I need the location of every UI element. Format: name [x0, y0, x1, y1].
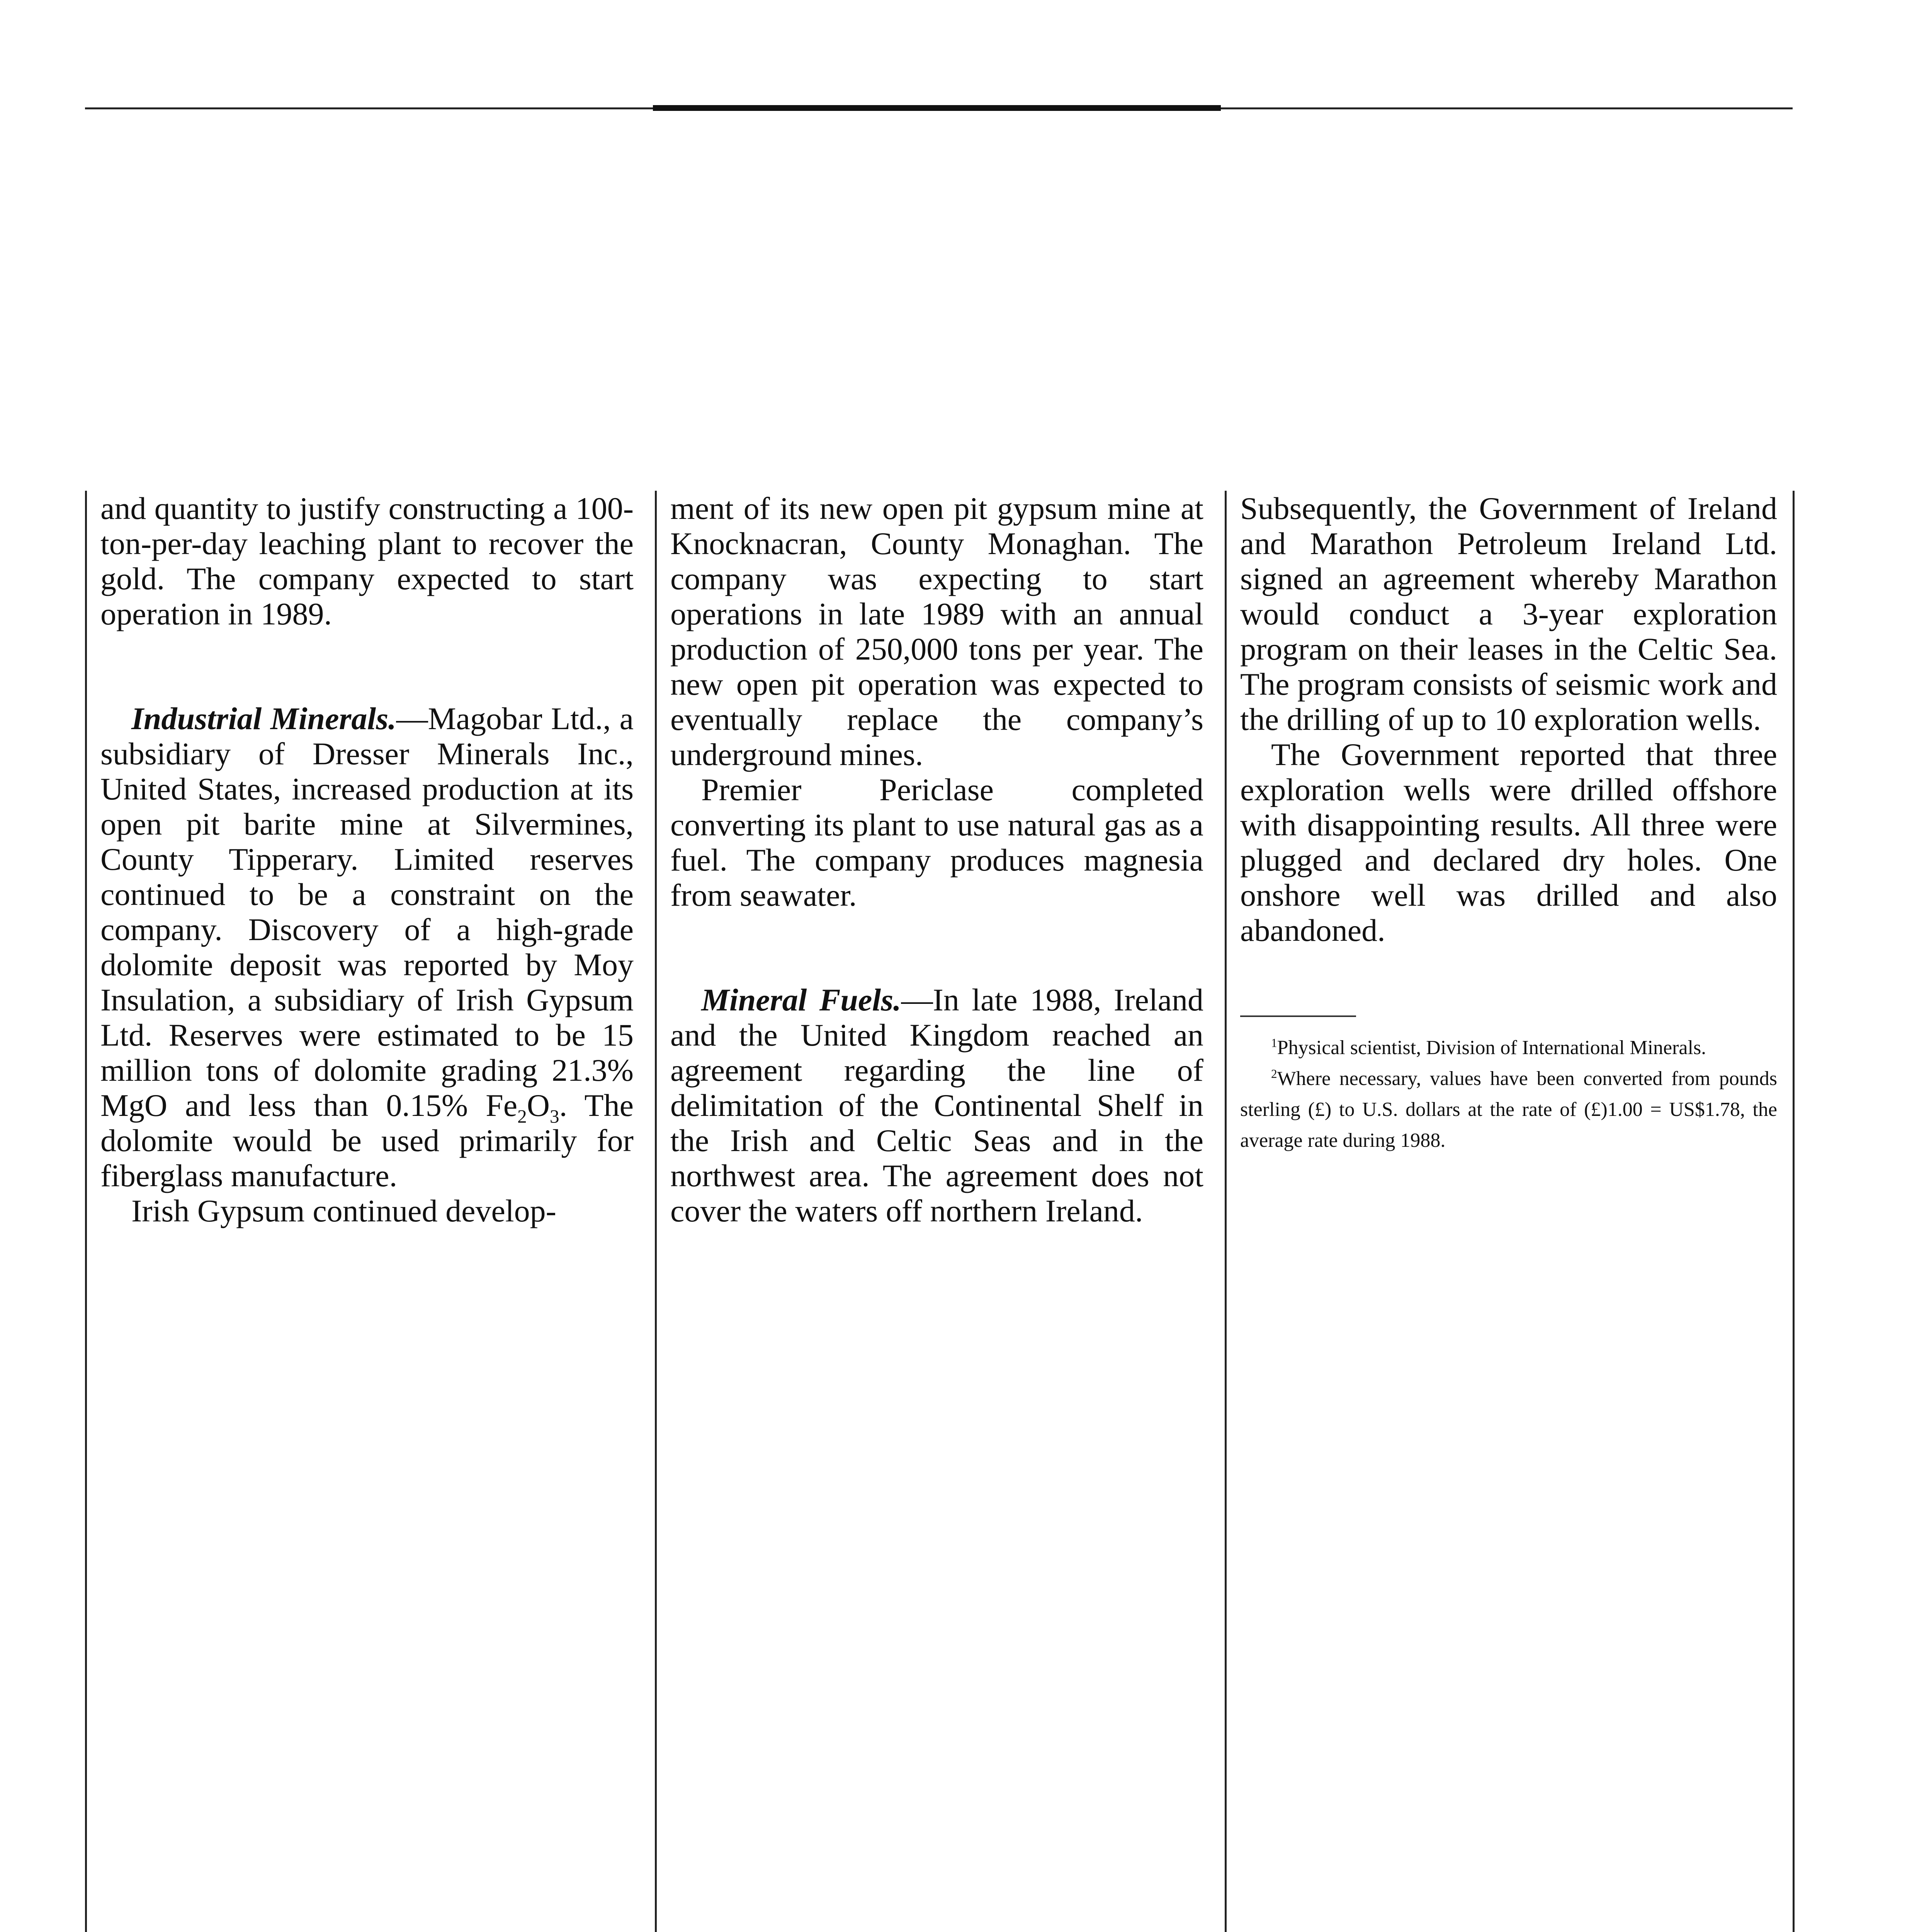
- formula-subscript: 3: [549, 1105, 559, 1127]
- paragraph-mineral-fuels: [670, 982, 1203, 1228]
- paragraph-text: —Magobar Ltd., a subsidiary of Dresser Minerals Inc., United States, increased production at its open pit barite mine at Silvermines, County Tipperary. Limited reserves continued to be a constraint on the company. Discovery of a high-grade dolomite deposit was reported by Moy Insulation, a subsidiary of Irish Gypsum Ltd. Reserves were estimated to be 15 million tons of dolomite grading 21.3% MgO and less than 0.15%: [100, 701, 634, 1123]
- paragraph: and quantity to justify constructing a 100-ton-per-day leaching plant to recover the gold. The company expected to start operation in 1989.: [100, 491, 634, 631]
- footnote-rule: [1240, 1015, 1356, 1017]
- column-divider-right: [1793, 491, 1795, 1932]
- text-column-1: [100, 491, 634, 1228]
- section-heading: Mineral Fuels.: [701, 982, 901, 1017]
- paragraph-industrial-minerals: [100, 701, 634, 1193]
- paragraph: Irish Gypsum continued develop-: [131, 1193, 556, 1228]
- section-heading: Industrial Minerals.: [131, 701, 396, 736]
- text-column-3: [1240, 491, 1777, 1156]
- column-divider-left: [85, 491, 87, 1932]
- paragraph: ment of its new open pit gypsum mine at Knocknacran, County Monaghan. The company was expecting to start operations in late 1989 with an annual production of 250,000 tons per year. The new open pit operation was expected to eventually replace the company’s underground mines.: [670, 491, 1203, 772]
- footnote-text: Where necessary, values have been converted from pounds sterling (£) to U.S. dollars at the rate of (£)1.00 = US$1.78, the average rate during 1988.: [1240, 1068, 1777, 1151]
- paragraph-text: . The dolomite would be used primarily for fiberglass manufacture.: [100, 1088, 634, 1193]
- column-divider-2: [1225, 491, 1227, 1932]
- top-rule-heavy-segment: [653, 105, 1221, 111]
- footnote-text: Physical scientist, Division of International Minerals.: [1277, 1037, 1706, 1059]
- text-column-2: [670, 491, 1203, 1228]
- formula-fe: Fe: [486, 1088, 518, 1123]
- paragraph: Premier Periclase completed converting its plant to use natural gas as a fuel. The company produces magnesia from seawater.: [670, 772, 1203, 913]
- formula-o: O: [527, 1088, 550, 1123]
- paragraph: The Government reported that three exploration wells were drilled offshore with disappointing results. All three were plugged and declared dry holes. One onshore well was drilled and also abandoned.: [1240, 737, 1777, 948]
- paragraph-text: —In late 1988, Ireland and the United Kingdom reached an agreement regarding the line of delimitation of the Continental Shelf in the Irish and Celtic Seas and in the northwest area. The agreement does not cover the waters off northern Ireland.: [670, 982, 1203, 1228]
- formula-subscript: 2: [517, 1105, 527, 1127]
- footnote-mark: 1: [1271, 1036, 1277, 1050]
- footnote-mark: 2: [1271, 1067, 1277, 1081]
- footnote-2: [1240, 1063, 1777, 1156]
- paragraph: Subsequently, the Government of Ireland and Marathon Petroleum Ireland Ltd. signed an agreement whereby Marathon would conduct a 3-year exploration program on their leases in the Celtic Sea. The program consists of seismic work and the drilling of up to 10 exploration wells.: [1240, 491, 1777, 737]
- column-divider-1: [655, 491, 657, 1932]
- footnote-1: [1240, 1032, 1777, 1063]
